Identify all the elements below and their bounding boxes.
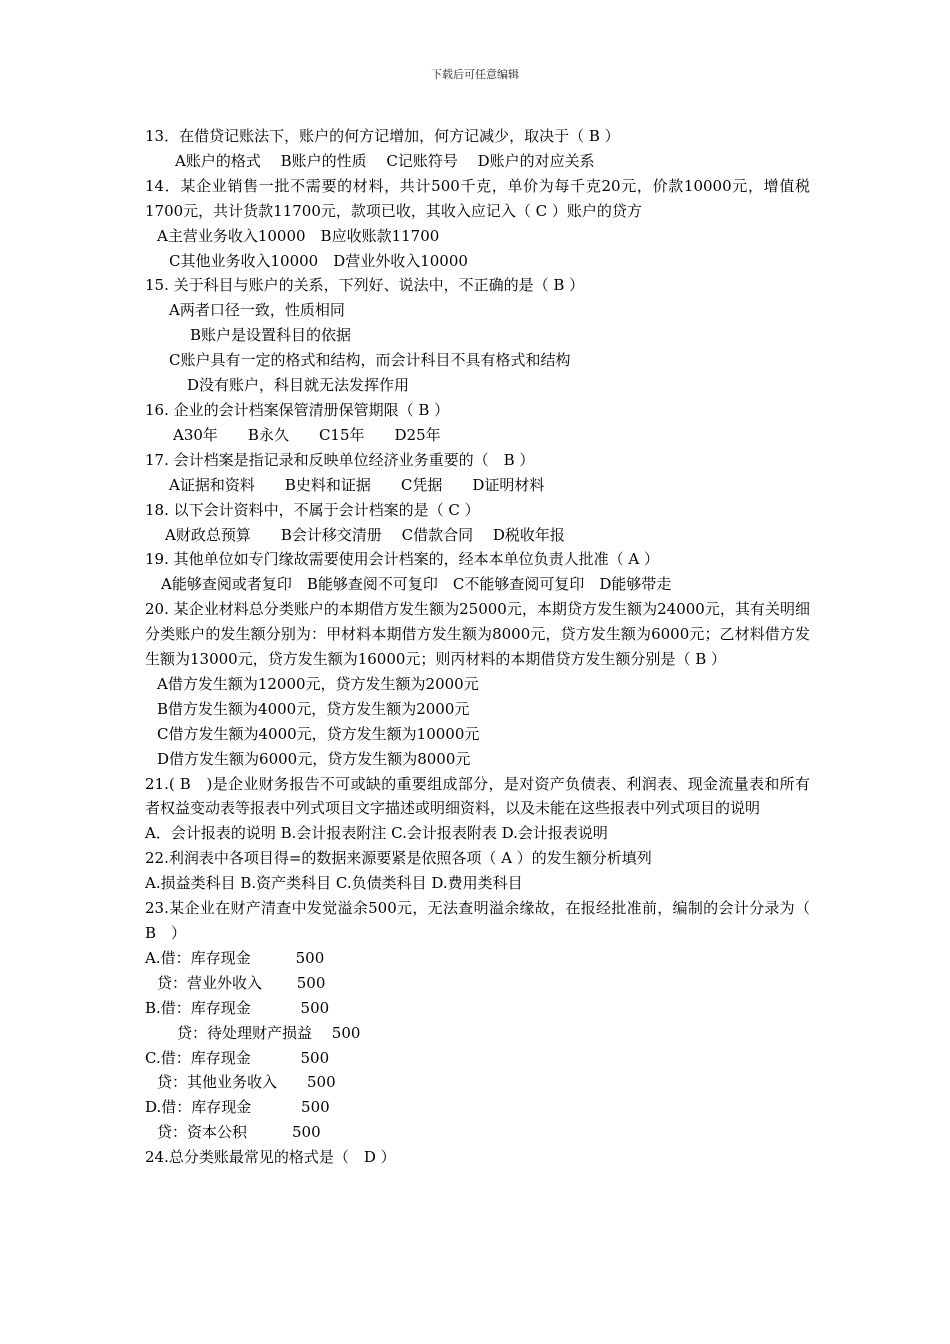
text-line: C账户具有一定的格式和结构，而会计科目不具有格式和结构 — [169, 351, 571, 370]
text-line: 贷：营业外收入 500 — [157, 973, 326, 992]
text-line: B.借：库存现金 500 — [145, 998, 330, 1017]
text-line: 14．某企业销售一批不需要的材料，共计500千克，单价为每千克20元，价款10000元，增值税1700元，共计货款11700元，款项已收，其收入应记入（ C ）账户的贷方 — [145, 176, 810, 220]
text-line: D.借：库存现金 500 — [145, 1098, 330, 1117]
text-line: A30年 B永久 C15年 D25年 — [173, 425, 441, 444]
text-line: 22.利润表中各项目得=的数据来源要紧是依照各项（ A ）的发生额分析填列 — [145, 849, 652, 868]
page-header: 下载后可任意编辑 — [431, 68, 519, 81]
text-line: C其他业务收入10000 D营业外收入10000 — [169, 251, 468, 270]
text-line: A.损益类科目 B.资产类科目 C.负债类科目 D.费用类科目 — [145, 874, 523, 893]
text-line: B借方发生额为4000元，贷方发生额为2000元 — [157, 699, 470, 718]
text-line: A证据和资料 B史料和证据 C凭据 D证明材料 — [169, 475, 545, 494]
text-line: B账户是设置科目的依据 — [190, 326, 352, 345]
text-line: A账户的格式 B账户的性质 C记账符号 D账户的对应关系 — [175, 151, 595, 170]
text-line: 16. 企业的会计档案保管清册保管期限（ B ） — [145, 400, 450, 419]
text-line: 贷：待处理财产损益 500 — [177, 1023, 361, 1042]
text-line: 13．在借贷记账法下，账户的何方记增加，何方记减少，取决于（ B ） — [145, 127, 620, 145]
text-line: A借方发生额为12000元，贷方发生额为2000元 — [157, 674, 479, 693]
document-body — [145, 124, 810, 1170]
text-line: 贷：资本公积 500 — [157, 1123, 321, 1142]
text-line: 17. 会计档案是指记录和反映单位经济业务重要的（ B ） — [145, 450, 535, 469]
text-line: 15. 关于科目与账户的关系，下列好、说法中，不正确的是（ B ） — [145, 276, 585, 295]
text-line: 23.某企业在财产清查中发觉溢余500元，无法查明溢余缘故，在报经批准前，编制的会计分录为（ B ） — [145, 899, 810, 942]
text-line: 19. 其他单位如专门缘故需要使用会计档案的，经本本单位负责人批准（ A ） — [145, 550, 659, 569]
text-line: A主营业务收入10000 B应收账款11700 — [157, 226, 440, 245]
text-line: D没有账户，科目就无法发挥作用 — [187, 376, 410, 395]
text-line: 18. 以下会计资料中，不属于会计档案的是（ C ） — [145, 500, 480, 519]
text-line: A能够查阅或者复印 B能够查阅不可复印 C不能够查阅可复印 D能够带走 — [161, 575, 672, 594]
text-line: D借方发生额为6000元，贷方发生额为8000元 — [157, 749, 471, 768]
text-line: C.借：库存现金 500 — [145, 1048, 330, 1067]
text-line: 贷：其他业务收入 500 — [157, 1073, 336, 1092]
text-line: A.借：库存现金 500 — [145, 948, 325, 967]
text-line: 21.( B )是企业财务报告不可或缺的重要组成部分，是对资产负债表、利润表、现金流量表和所有者权益变动表等报表中列式项目文字描述或明细资料，以及未能在这些报表中列式项目的说明 — [145, 774, 810, 818]
text-line: A．会计报表的说明 B.会计报表附注 C.会计报表附表 D.会计报表说明 — [145, 824, 608, 843]
text-line: A两者口径一致，性质相同 — [169, 301, 345, 320]
text-line: 24.总分类账最常见的格式是（ D ） — [145, 1148, 396, 1167]
text-line: A财政总预算 B会计移交清册 C借款合同 D税收年报 — [165, 525, 565, 544]
text-line: 20. 某企业材料总分类账户的本期借方发生额为25000元，本期贷方发生额为24000元，其有关明细分类账户的发生额分别为：甲材料本期借方发生额为8000元，贷方发生额为6000元；乙材料借方发生额为13000元，贷方发生额为16000元；则丙材料的本期借贷方发生额分别是（ B ） — [145, 600, 810, 669]
text-line: C借方发生额为4000元，贷方发生额为10000元 — [157, 724, 480, 743]
